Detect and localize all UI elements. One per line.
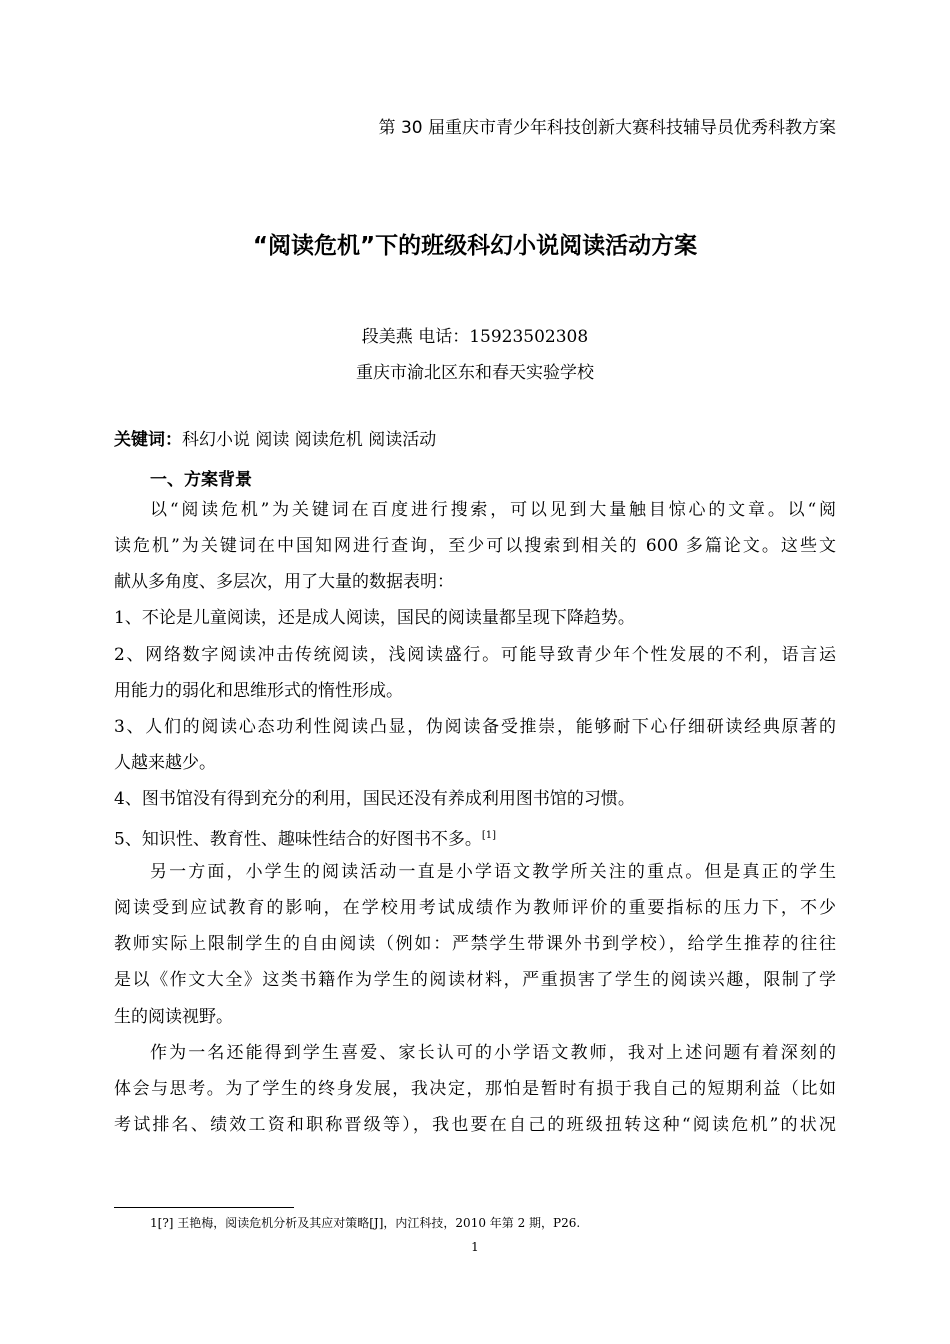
paragraph-line: 作为一名还能得到学生喜爱、家长认可的小学语文教师，我对上述问题有着深刻的 [150, 1043, 836, 1063]
paragraph-line: 以“阅读危机”为关键词在百度进行搜索，可以见到大量触目惊心的文章。以“阅 [150, 500, 836, 520]
list-item: 人越来越少。 [114, 753, 216, 773]
footnote-reference[interactable]: [1] [481, 830, 496, 841]
list-item [114, 823, 836, 853]
paragraph-line: 体会与思考。为了学生的终身发展，我决定，那怕是暂时有损于我自己的短期利益（比如 [114, 1079, 836, 1099]
section-heading: 一、方案背景 [150, 470, 252, 490]
footnote-separator [114, 1207, 294, 1208]
list-item: 用能力的弱化和思维形式的惰性形成。 [114, 681, 403, 701]
paragraph-line: 读危机”为关键词在中国知网进行查询，至少可以搜索到相关的 600 多篇论文。这些文 [114, 536, 836, 556]
list-item: 3、人们的阅读心态功利性阅读凸显，伪阅读备受推崇，能够耐下心仔细研读经典原著的 [114, 717, 836, 737]
paragraph-line: 献从多角度、多层次，用了大量的数据表明： [114, 572, 454, 592]
paragraph-line: 教师实际上限制学生的自由阅读（例如：严禁学生带课外书到学校），给学生推荐的往往 [114, 934, 836, 954]
paragraph-line: 生的阅读视野。 [114, 1007, 233, 1027]
page-header: 第 30 届重庆市青少年科技创新大赛科技辅导员优秀科教方案 [378, 118, 836, 138]
keywords-text: 科幻小说 阅读 阅读危机 阅读活动 [182, 430, 437, 450]
list-item: 4、图书馆没有得到充分的利用，国民还没有养成利用图书馆的习惯。 [114, 789, 635, 809]
list-item: 2、网络数字阅读冲击传统阅读，浅阅读盛行。可能导致青少年个性发展的不利，语言运 [114, 645, 836, 665]
keywords-line [114, 428, 836, 453]
document-title: “阅读危机”下的班级科幻小说阅读活动方案 [252, 233, 698, 259]
footnote: 1[?] 王艳梅，阅读危机分析及其应对策略[J]，内江科技，2010 年第 2 期，P26. [150, 1216, 581, 1230]
paragraph-line: 是以《作文大全》这类书籍作为学生的阅读材料，严重损害了学生的阅读兴趣，限制了学 [114, 970, 836, 990]
list-item-text: 5、知识性、教育性、趣味性结合的好图书不多。 [114, 829, 482, 850]
list-item: 1、不论是儿童阅读，还是成人阅读，国民的阅读量都呈现下降趋势。 [114, 608, 635, 628]
author-line: 段美燕 电话：15923502308 [361, 327, 589, 347]
page-number: 1 [471, 1240, 479, 1254]
keywords-label: 关键词： [114, 430, 182, 450]
paragraph-line: 阅读受到应试教育的影响，在学校用考试成绩作为教师评价的重要指标的压力下，不少 [114, 898, 836, 918]
paragraph-line: 考试排名、绩效工资和职称晋级等），我也要在自己的班级扭转这种“阅读危机”的状况 [114, 1115, 836, 1135]
paragraph-line: 另一方面，小学生的阅读活动一直是小学语文教学所关注的重点。但是真正的学生 [150, 862, 836, 882]
school-name: 重庆市渝北区东和春天实验学校 [356, 363, 594, 383]
